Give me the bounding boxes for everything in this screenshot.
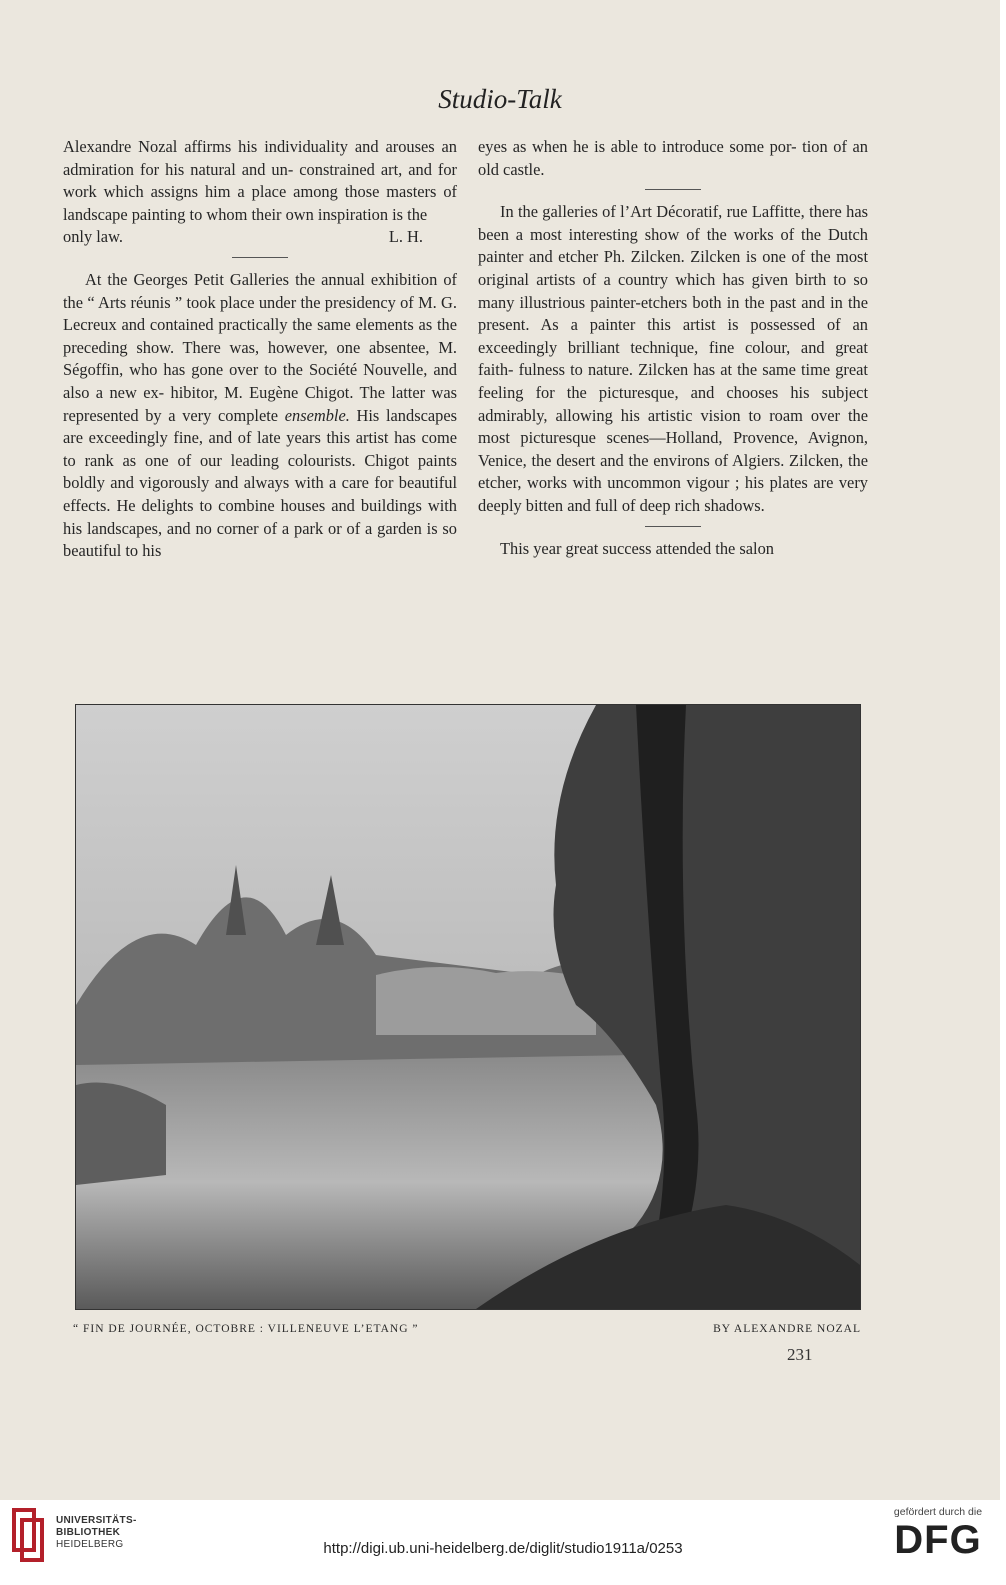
reeds-left xyxy=(76,1083,166,1186)
section-divider xyxy=(232,257,288,258)
paragraph-text: Alexandre Nozal affirms his individuality and arouses an admiration for his natural and un- constrained art, and for work which assigns him a place among those masters of landscape painting to whom their own inspiration is the xyxy=(63,137,457,224)
paragraph xyxy=(63,269,457,563)
section-divider xyxy=(645,189,701,190)
page-number: 231 xyxy=(787,1345,813,1364)
section-divider xyxy=(645,526,701,527)
italic-term: ensemble. xyxy=(284,405,350,425)
landscape-illustration xyxy=(76,705,860,1309)
author-initials: L. H. xyxy=(388,227,423,247)
paragraph: eyes as when he is able to introduce some por- tion of an old castle. xyxy=(478,137,868,179)
right-column xyxy=(478,136,868,560)
caption-title: “ FIN DE JOURNÉE, OCTOBRE : VILLENEUVE L’ETANG ” xyxy=(73,1323,419,1335)
left-column xyxy=(63,136,457,563)
signature-line xyxy=(63,226,457,249)
library-name-line: UNIVERSITÄTS- xyxy=(56,1515,137,1526)
misty-meadow xyxy=(376,967,596,1035)
library-name-line: BIBLIOTHEK xyxy=(56,1527,121,1538)
paragraph-end: only law. xyxy=(63,227,123,247)
landscape-plate xyxy=(75,704,861,1310)
paragraph-text: His landscapes are exceedingly fine, and of late years this artist has come to rank as one of our leading colourists. Chigot paints boldly and vigorously and always with a care for beautiful effects. He delights to combine houses and buildings with his landscapes, and no corner of a park or of a garden is so beautiful to his xyxy=(63,405,457,561)
running-head: Studio-Talk xyxy=(438,84,562,114)
library-name-line: HEIDELBERG xyxy=(56,1539,124,1550)
paragraph: This year great success attended the salon xyxy=(500,538,774,558)
dfg-logo: DFG xyxy=(894,1518,982,1562)
paragraph xyxy=(63,136,457,226)
caption-artist: BY ALEXANDRE NOZAL xyxy=(713,1323,861,1335)
funding-label: gefördert durch die xyxy=(893,1506,983,1518)
plate-caption xyxy=(73,1323,861,1335)
permalink[interactable]: http://digi.ub.uni-heidelberg.de/diglit/studio1911a/0253 xyxy=(323,1540,683,1557)
paragraph-text: At the Georges Petit Galleries the annual exhibition of the “ Arts réunis ” took place under the presidency of M. G. Lecreux and contained practically the same elements as the preceding show. There was, however, one absentee, M. Ségoffin, who has gone over to the Société Nouvelle, and also a new ex- hibitor, M. Eugène Chigot. The latter was represented by a very complete xyxy=(63,269,457,425)
paragraph: In the galleries of l’Art Décoratif, rue Laffitte, there has been a most interesting show of the works of the Dutch painter and etcher Ph. Zilcken. Zilcken is one of the most original artists of a country which has given birth to so many illustrious painter-etchers both in the past and in the present. As a painter this artist is possessed of an exceedingly brilliant technique, fine colour, and great faith- fulness to nature. Zilcken has at the same time great feeling for the picturesque, and chooses his subject admirably, allowing his artistic vision to roam over the most picturesque scenes—Holland, Provence, Avignon, Venice, the desert and the environs of Algiers. Zilcken, the etcher, works with uncommon vigour ; his plates are very deeply bitten and full of deep rich shadows. xyxy=(478,202,868,515)
